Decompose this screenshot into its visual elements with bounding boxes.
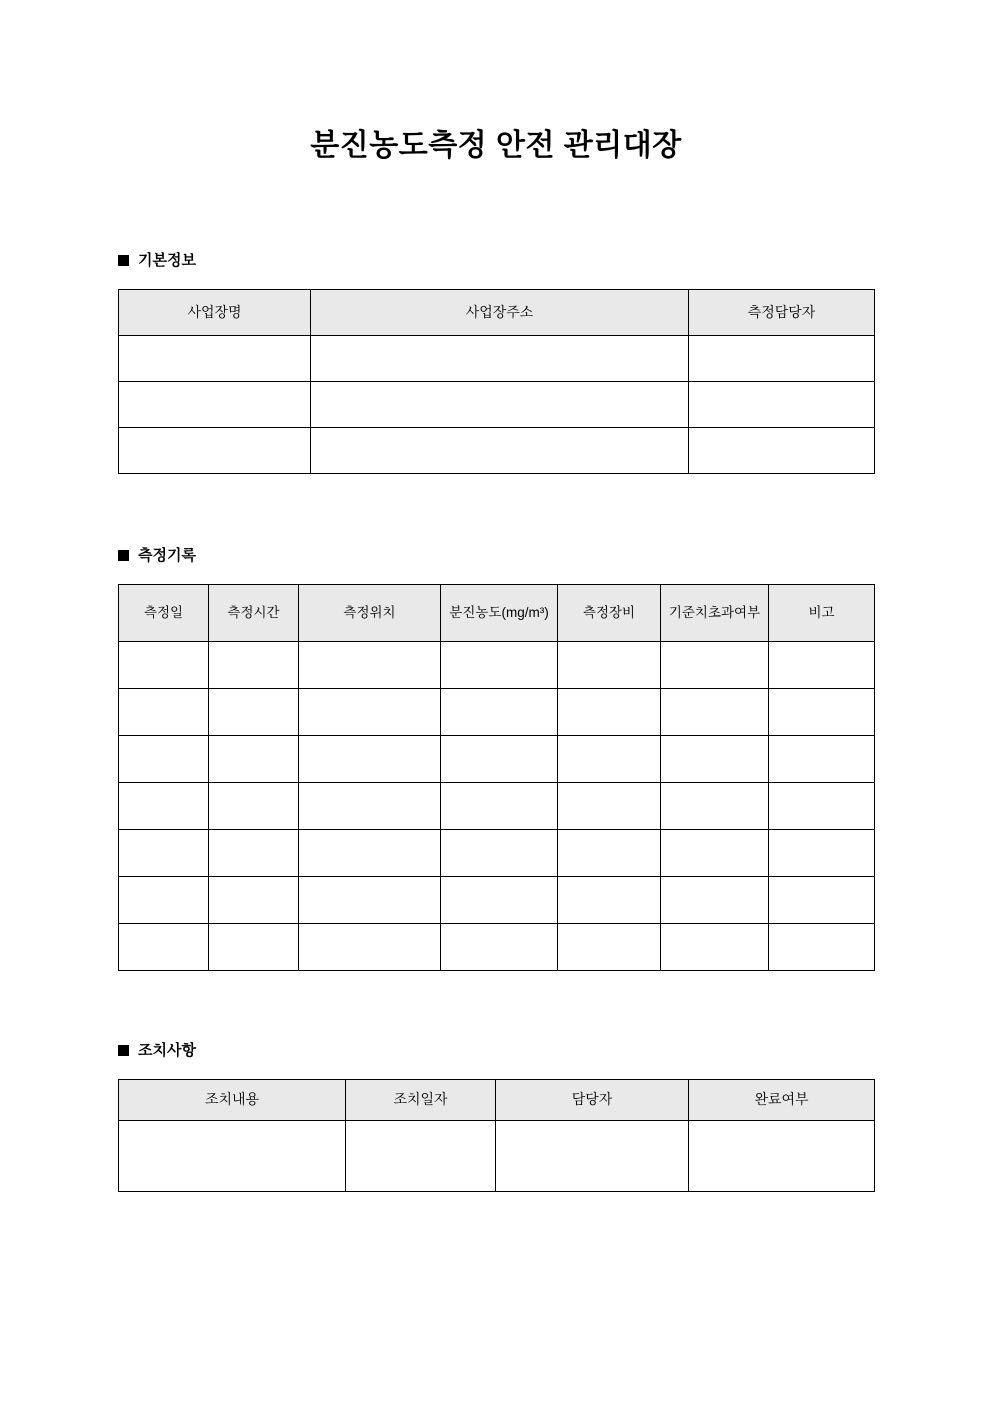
table-row <box>119 336 875 382</box>
action-items-table <box>118 1079 875 1192</box>
cell-dust-concentration[interactable] <box>441 736 558 783</box>
cell-exceeds-limit[interactable] <box>661 689 769 736</box>
cell-measurement-equipment[interactable] <box>558 736 661 783</box>
cell-workplace-name[interactable] <box>119 336 311 382</box>
cell-measurement-date[interactable] <box>119 642 209 689</box>
cell-workplace-address[interactable] <box>311 336 689 382</box>
square-bullet-icon <box>118 550 129 561</box>
section-heading-label: 조치사항 <box>138 1042 196 1059</box>
cell-measurement-time[interactable] <box>209 689 299 736</box>
measurement-records-table <box>118 584 875 971</box>
table-row <box>119 877 875 924</box>
table-row <box>119 689 875 736</box>
cell-workplace-address[interactable] <box>311 428 689 474</box>
cell-measurement-equipment[interactable] <box>558 689 661 736</box>
cell-workplace-address[interactable] <box>311 382 689 428</box>
cell-dust-concentration[interactable] <box>441 783 558 830</box>
cell-completion[interactable] <box>689 1121 875 1192</box>
cell-measurer[interactable] <box>689 336 875 382</box>
cell-remarks[interactable] <box>769 689 875 736</box>
cell-measurement-time[interactable] <box>209 736 299 783</box>
cell-measurement-equipment[interactable] <box>558 924 661 971</box>
cell-measurement-equipment[interactable] <box>558 783 661 830</box>
cell-exceeds-limit[interactable] <box>661 830 769 877</box>
cell-measurement-date[interactable] <box>119 689 209 736</box>
table-row <box>119 382 875 428</box>
column-header-remarks: 비고 <box>769 585 875 642</box>
cell-measurement-time[interactable] <box>209 877 299 924</box>
cell-measurement-date[interactable] <box>119 877 209 924</box>
column-header-workplace-name: 사업장명 <box>119 290 311 336</box>
cell-person-in-charge[interactable] <box>496 1121 689 1192</box>
cell-measurer[interactable] <box>689 428 875 474</box>
table-row <box>119 783 875 830</box>
cell-measurement-location[interactable] <box>299 736 441 783</box>
table-row <box>119 924 875 971</box>
column-header-measurement-location: 측정위치 <box>299 585 441 642</box>
cell-remarks[interactable] <box>769 783 875 830</box>
cell-dust-concentration[interactable] <box>441 877 558 924</box>
cell-remarks[interactable] <box>769 924 875 971</box>
cell-measurement-equipment[interactable] <box>558 642 661 689</box>
cell-remarks[interactable] <box>769 736 875 783</box>
section-heading-basic-info <box>118 253 196 268</box>
cell-measurement-date[interactable] <box>119 736 209 783</box>
cell-dust-concentration[interactable] <box>441 830 558 877</box>
column-header-action-date: 조치일자 <box>346 1080 496 1121</box>
column-header-action-detail: 조치내용 <box>119 1080 346 1121</box>
cell-remarks[interactable] <box>769 877 875 924</box>
cell-exceeds-limit[interactable] <box>661 924 769 971</box>
cell-action-date[interactable] <box>346 1121 496 1192</box>
section-heading-label: 측정기록 <box>138 547 196 564</box>
table-row <box>119 642 875 689</box>
cell-measurement-time[interactable] <box>209 642 299 689</box>
cell-workplace-name[interactable] <box>119 428 311 474</box>
cell-measurer[interactable] <box>689 382 875 428</box>
cell-measurement-location[interactable] <box>299 924 441 971</box>
column-header-exceeds-limit: 기준치초과여부 <box>661 585 769 642</box>
cell-measurement-location[interactable] <box>299 830 441 877</box>
section-heading-measurement-records <box>118 548 196 563</box>
column-header-measurement-equipment: 측정장비 <box>558 585 661 642</box>
cell-measurement-location[interactable] <box>299 783 441 830</box>
section-heading-label: 기본정보 <box>138 252 196 269</box>
cell-measurement-date[interactable] <box>119 783 209 830</box>
cell-measurement-date[interactable] <box>119 830 209 877</box>
table-header-row <box>119 585 875 642</box>
cell-dust-concentration[interactable] <box>441 689 558 736</box>
cell-action-detail[interactable] <box>119 1121 346 1192</box>
cell-exceeds-limit[interactable] <box>661 783 769 830</box>
cell-measurement-time[interactable] <box>209 924 299 971</box>
cell-measurement-date[interactable] <box>119 924 209 971</box>
cell-measurement-equipment[interactable] <box>558 830 661 877</box>
column-header-measurement-time: 측정시간 <box>209 585 299 642</box>
table-row <box>119 830 875 877</box>
column-header-completion: 완료여부 <box>689 1080 875 1121</box>
cell-measurement-location[interactable] <box>299 689 441 736</box>
column-header-person-in-charge: 담당자 <box>496 1080 689 1121</box>
cell-measurement-location[interactable] <box>299 877 441 924</box>
column-header-dust-concentration: 분진농도(mg/m³) <box>441 585 558 642</box>
cell-remarks[interactable] <box>769 830 875 877</box>
cell-dust-concentration[interactable] <box>441 924 558 971</box>
cell-exceeds-limit[interactable] <box>661 877 769 924</box>
table-row <box>119 428 875 474</box>
basic-info-table <box>118 289 875 474</box>
column-header-workplace-address: 사업장주소 <box>311 290 689 336</box>
table-header-row <box>119 1080 875 1121</box>
section-heading-action-items <box>118 1043 196 1058</box>
column-header-measurement-date: 측정일 <box>119 585 209 642</box>
column-header-measurer: 측정담당자 <box>689 290 875 336</box>
cell-exceeds-limit[interactable] <box>661 736 769 783</box>
page-title: 분진농도측정 안전 관리대장 <box>310 129 682 162</box>
cell-dust-concentration[interactable] <box>441 642 558 689</box>
square-bullet-icon <box>118 1045 129 1056</box>
cell-measurement-time[interactable] <box>209 830 299 877</box>
cell-exceeds-limit[interactable] <box>661 642 769 689</box>
table-header-row <box>119 290 875 336</box>
table-row <box>119 1121 875 1192</box>
cell-measurement-location[interactable] <box>299 642 441 689</box>
cell-measurement-time[interactable] <box>209 783 299 830</box>
cell-remarks[interactable] <box>769 642 875 689</box>
square-bullet-icon <box>118 255 129 266</box>
table-row <box>119 736 875 783</box>
cell-workplace-name[interactable] <box>119 382 311 428</box>
cell-measurement-equipment[interactable] <box>558 877 661 924</box>
